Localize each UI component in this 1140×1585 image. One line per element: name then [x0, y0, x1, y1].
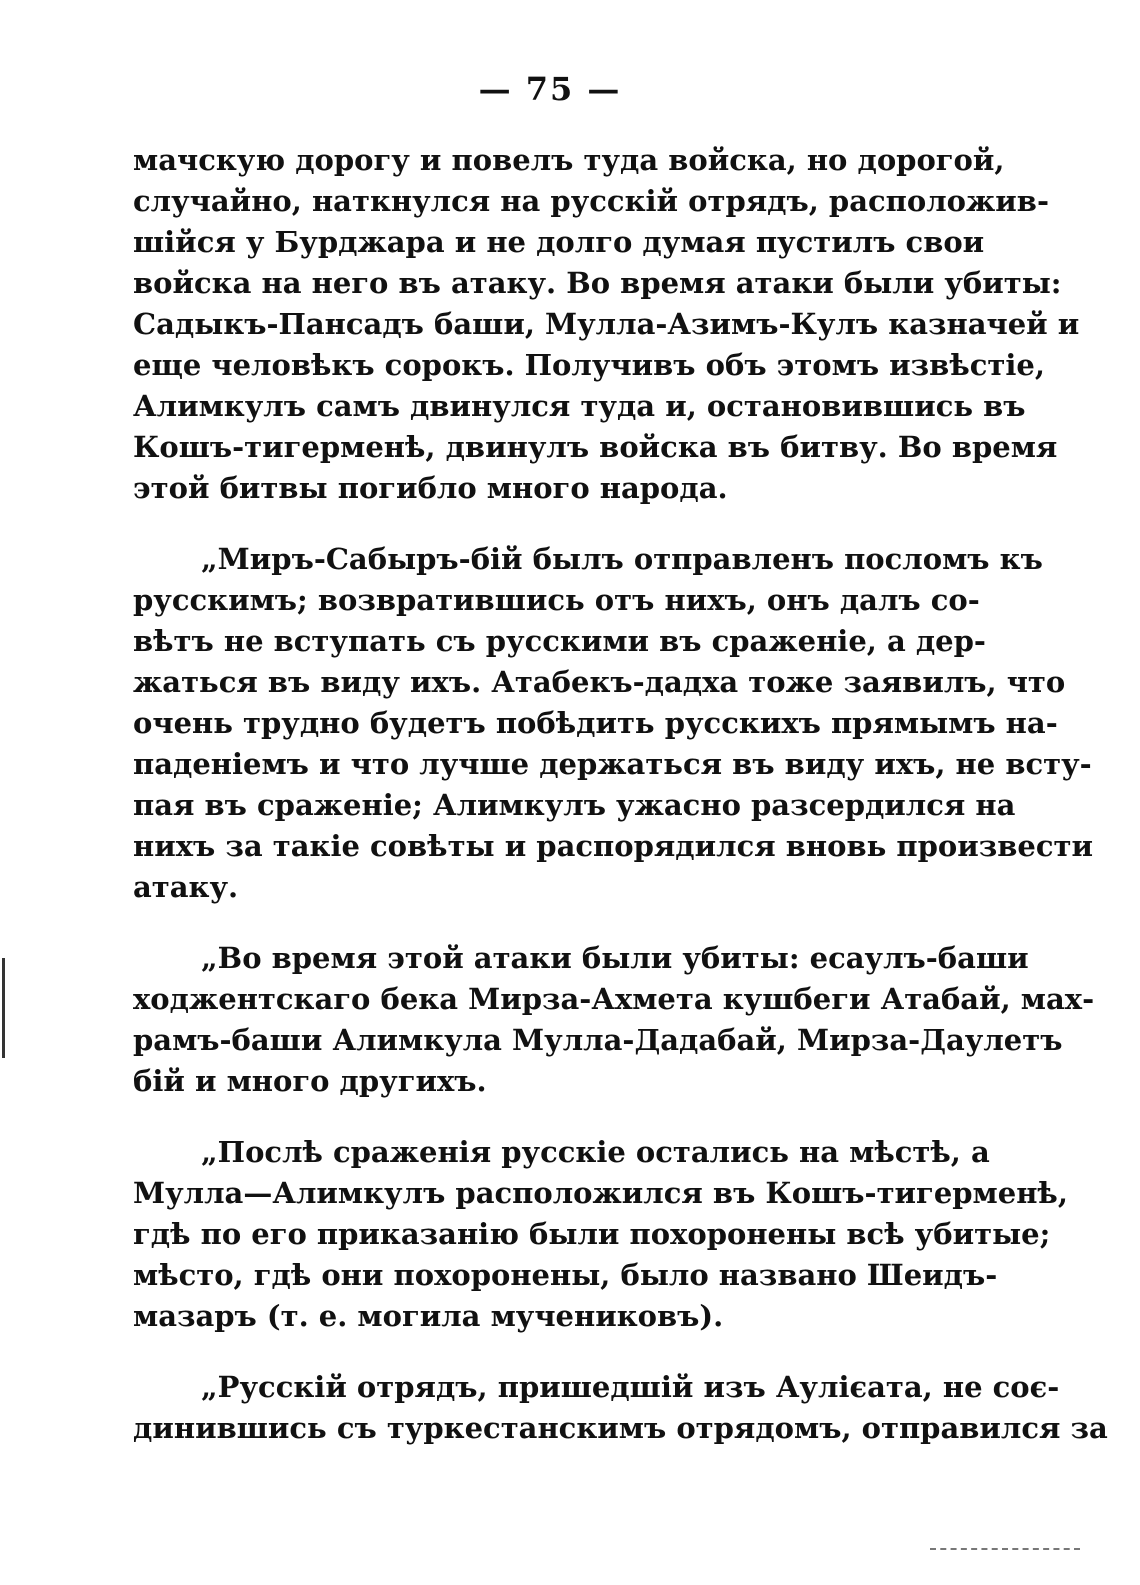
text-line: жаться въ виду ихъ. Атабекъ-дадха тоже заявилъ, что — [133, 665, 1066, 699]
text-line: мазаръ (т. е. могила мучениковъ). — [133, 1299, 724, 1333]
text-line: „Послѣ сраженія русскіе остались на мѣстѣ, а — [201, 1135, 990, 1169]
text-line: Садыкъ-Пансадъ баши, Мулла-Азимъ-Кулъ казначей и — [133, 307, 1080, 341]
text-line: Алимкулъ самъ двинулся туда и, остановившись въ — [133, 389, 1026, 423]
text-line: рамъ-баши Алимкула Мулла-Дадабай, Мирза-Даулетъ — [133, 1023, 1063, 1057]
page-number — [0, 70, 1040, 108]
text-line: вѣтъ не вступать съ русскими въ сраженіе, а дер- — [133, 624, 986, 658]
paragraph-5 — [133, 1367, 1108, 1449]
text-line: мѣсто, гдѣ они похоронены, было названо Шеидъ- — [133, 1258, 998, 1292]
text-line: случайно, наткнулся на русскій отрядъ, расположив- — [133, 184, 1049, 218]
text-line: этой битвы погибло много народа. — [133, 471, 728, 505]
text-line: атаку. — [133, 870, 239, 904]
paragraph-1 — [133, 140, 1080, 509]
text-line: Кошъ-тигерменѣ, двинулъ войска въ битву. Во время — [133, 430, 1058, 464]
text-line: еще человѣкъ сорокъ. Получивъ объ этомъ извѣстіе, — [133, 348, 1045, 382]
text-line: бій и много другихъ. — [133, 1064, 487, 1098]
paragraph-4 — [133, 1132, 1068, 1337]
text-line: ходжентскаго бека Мирза-Ахмета кушбеги Атабай, мах- — [133, 982, 1095, 1016]
body-text — [133, 140, 1108, 1479]
text-line: „Миръ-Сабыръ-бій былъ отправленъ посломъ къ — [201, 542, 1043, 576]
text-line: нихъ за такіе совѣты и распорядился вновь произвести — [133, 829, 1094, 863]
paragraph-3 — [133, 938, 1095, 1102]
text-line: пая въ сраженіе; Алимкулъ ужасно разсердился на — [133, 788, 1016, 822]
text-line: динившись съ туркестанскимъ отрядомъ, отправился за — [133, 1411, 1108, 1445]
paragraph-2 — [133, 539, 1094, 908]
text-line: Мулла—Алимкулъ расположился въ Кошъ-тигерменѣ, — [133, 1176, 1068, 1210]
bottom-scan-rule — [930, 1548, 1080, 1550]
text-line: шійся у Бурджара и не долго думая пустилъ свои — [133, 225, 985, 259]
text-line: паденіемъ и что лучше держаться въ виду ихъ, не всту- — [133, 747, 1092, 781]
page-number-text: — 75 — — [478, 70, 622, 108]
text-line: очень трудно будетъ побѣдить русскихъ прямымъ на- — [133, 706, 1058, 740]
text-line: мачскую дорогу и повелъ туда войска, но дорогой, — [133, 143, 1005, 177]
text-line: „Во время этой атаки были убиты: есаулъ-баши — [201, 941, 1029, 975]
text-line: войска на него въ атаку. Во время атаки были убиты: — [133, 266, 1062, 300]
scan-edge-mark — [2, 958, 5, 1058]
text-line: „Русскій отрядъ, пришедшій изъ Аулієата, не соє- — [201, 1370, 1060, 1404]
text-line: русскимъ; возвратившись отъ нихъ, онъ далъ со- — [133, 583, 980, 617]
text-line: гдѣ по его приказанію были похоронены всѣ убитые; — [133, 1217, 1051, 1251]
